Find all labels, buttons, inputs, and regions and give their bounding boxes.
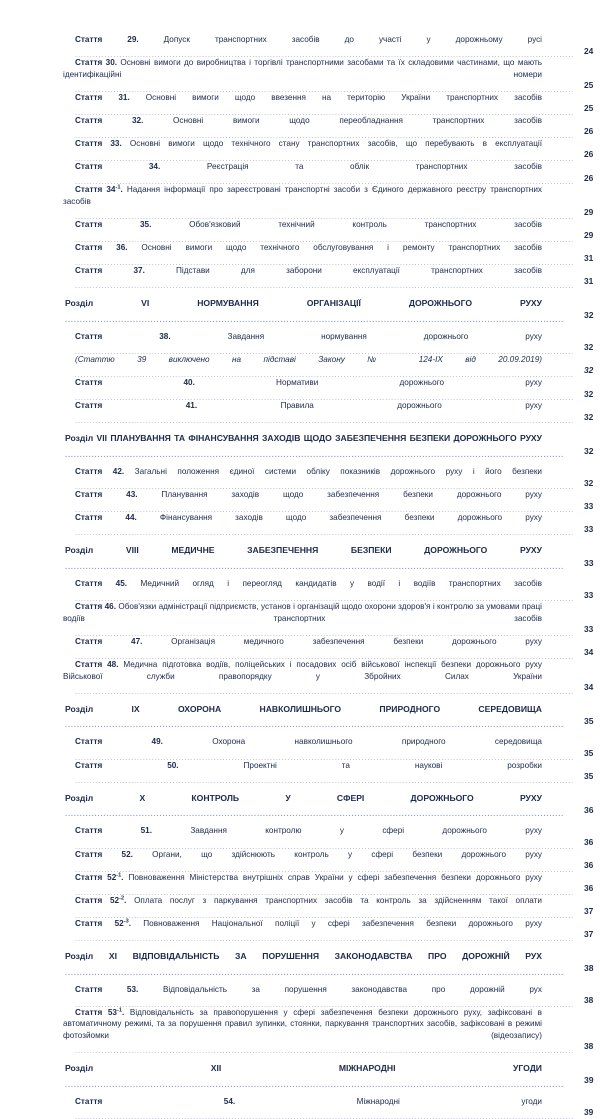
toc-entry-label: Стаття 32. bbox=[75, 115, 144, 125]
toc-entry-body bbox=[63, 918, 594, 941]
toc-article-entry[interactable] bbox=[63, 894, 594, 918]
toc-entry-body bbox=[63, 331, 594, 354]
toc-entry-label: Стаття 42. bbox=[75, 467, 125, 477]
toc-page-number: 31 bbox=[583, 276, 594, 287]
toc-entry-label: Стаття 54. bbox=[75, 1096, 236, 1106]
toc-entry-text: Обов'язковий технічний контроль транспортних засобів bbox=[151, 219, 542, 229]
toc-entry-tail bbox=[63, 963, 594, 973]
toc-article-entry[interactable] bbox=[63, 760, 594, 783]
toc-entry-tail bbox=[63, 930, 593, 939]
toc-entry-label: Стаття 30. bbox=[75, 58, 118, 68]
toc-article-entry[interactable] bbox=[63, 265, 594, 289]
toc-entry-label: Стаття 52 bbox=[75, 872, 117, 882]
leader-dots: ......................................................................................................................................................................... bbox=[75, 234, 575, 242]
toc-page-number: 35 bbox=[583, 747, 594, 758]
leader-dots: ......................................................................................................................................................................... bbox=[75, 416, 575, 424]
toc-page-number: 38 bbox=[583, 963, 594, 974]
leader-dots: ......................................................................................................................................................................... bbox=[75, 211, 575, 219]
leader-dots: ......................................................................................................................................................................... bbox=[75, 933, 575, 941]
toc-entry-text: Надання інформації про зареєстровані транспортні засоби з Єдиного державного реєстру транспортних засобів bbox=[63, 185, 542, 206]
toc-entry-text: Розділ XI ВІДПОВІДАЛЬНІСТЬ ЗА ПОРУШЕННЯ ЗАКОНОДАВСТВА ПРО ДОРОЖНІЙ РУХ bbox=[65, 950, 542, 961]
toc-entry-label: Стаття 53. bbox=[75, 984, 139, 994]
toc-page-number: 36 bbox=[583, 860, 594, 871]
toc-entry-label: Стаття 50. bbox=[75, 760, 179, 770]
toc-page-number: 32 bbox=[583, 388, 594, 399]
toc-entry-text: Планування заходів щодо забезпечення безпеки дорожнього руху bbox=[137, 490, 542, 500]
toc-entry-text: Розділ VIII МЕДИЧНЕ ЗАБЕЗПЕЧЕННЯ БЕЗПЕКИ ДОРОЖНЬОГО РУХУ bbox=[65, 545, 542, 556]
leader-dots: ......................................................................................................................................................................... bbox=[75, 177, 575, 185]
toc-page-number: 36 bbox=[583, 883, 594, 894]
leader-dots: ......................................................................................................................................................................... bbox=[75, 775, 575, 783]
toc-article-entry[interactable] bbox=[63, 849, 594, 872]
toc-article-entry[interactable] bbox=[63, 984, 594, 1007]
toc-page-number: 32 bbox=[583, 445, 594, 456]
toc-entry-text: Розділ XII МІЖНАРОДНІ УГОДИ bbox=[65, 1062, 542, 1073]
leader-dots: ......................................................................................................................................................................... bbox=[75, 370, 575, 378]
toc-section-entry[interactable] bbox=[63, 792, 594, 817]
toc-page-number: 34 bbox=[583, 647, 594, 658]
toc-page-number: 24 bbox=[583, 45, 594, 56]
toc-page-number: 37 bbox=[583, 906, 594, 917]
leader-dots: ......................................................................................................................................................................... bbox=[75, 686, 575, 694]
toc-entry-text: Медичний огляд і переогляд кандидатів у водії і водіїв транспортних засобів bbox=[127, 579, 542, 589]
toc-section-entry[interactable] bbox=[63, 297, 594, 322]
toc-article-entry[interactable] bbox=[63, 34, 594, 58]
toc-entry-body bbox=[63, 703, 594, 728]
leader-dots: ......................................................................................................................................................................... bbox=[75, 154, 575, 162]
toc-page-number: 37 bbox=[583, 929, 594, 940]
toc-article-entry[interactable] bbox=[63, 489, 594, 513]
toc-article-entry[interactable] bbox=[63, 871, 594, 895]
toc-entry-text: Медична підготовка водіїв, поліцейських і посадових осіб військової інспекції безпеки дорожнього руху Військової служби правопорядку у Збройних Силах України bbox=[63, 659, 542, 681]
toc-entry-label: Стаття 36. bbox=[75, 242, 128, 252]
toc-entry-label: Стаття 34 bbox=[75, 185, 116, 195]
toc-entry-label-superscript: -1 bbox=[115, 184, 121, 191]
toc-entry-body bbox=[63, 1007, 594, 1053]
toc-page-number: 26 bbox=[583, 149, 594, 160]
toc-entry-body bbox=[63, 466, 594, 490]
toc-entry-tail bbox=[63, 127, 593, 136]
toc-article-entry[interactable] bbox=[63, 92, 594, 115]
toc-entry-tail bbox=[63, 310, 594, 320]
leader-dots: ......................................................................................................................................................................... bbox=[75, 482, 575, 490]
toc-article-entry[interactable] bbox=[63, 466, 594, 490]
toc-entry-text: Реєстрація та облік транспортних засобів bbox=[160, 162, 542, 172]
toc-entry-label: Стаття 38. bbox=[75, 331, 171, 341]
leader-dots: ......................................................................................................................................................................... bbox=[65, 809, 565, 817]
toc-entry-text: (Статтю 39 виключено на підставі Закону № 124-IX від 20.09.2019) bbox=[75, 354, 542, 364]
toc-entry-body bbox=[63, 636, 594, 659]
toc-page-number: 33 bbox=[583, 557, 594, 568]
toc-entry-tail bbox=[63, 591, 593, 600]
toc-entry-body bbox=[63, 184, 594, 219]
toc-entry-body bbox=[63, 115, 594, 138]
toc-entry-label: Стаття 44. bbox=[75, 513, 137, 523]
toc-page-number: 26 bbox=[583, 126, 594, 137]
toc-entry-tail bbox=[63, 81, 593, 90]
toc-entry-tail bbox=[63, 254, 593, 263]
toc-entry-body bbox=[63, 578, 594, 602]
leader-dots: ......................................................................................................................................................................... bbox=[75, 887, 575, 895]
toc-section-entry[interactable] bbox=[63, 1062, 594, 1087]
toc-entry-tail bbox=[63, 648, 593, 657]
toc-entry-label: Стаття 35. bbox=[75, 219, 152, 229]
toc-page-number: 29 bbox=[583, 207, 594, 218]
toc-entry-text: Розділ VII ПЛАНУВАННЯ ТА ФІНАНСУВАННЯ ЗАХОДІВ ЩОДО ЗАБЕЗПЕЧЕННЯ БЕЗПЕКИ ДОРОЖНЬОГО РУХУ bbox=[65, 433, 542, 444]
toc-entry-tail bbox=[63, 772, 593, 781]
leader-dots: ......................................................................................................................................................................... bbox=[75, 651, 575, 659]
toc-entry-body bbox=[63, 34, 594, 58]
toc-entry-text: Нормативи дорожнього руху bbox=[194, 378, 542, 388]
toc-entry-body bbox=[63, 377, 594, 401]
toc-article-entry[interactable] bbox=[63, 1096, 594, 1119]
toc-entry-body bbox=[63, 1096, 594, 1119]
toc-entry-body bbox=[63, 544, 594, 570]
leader-dots: ......................................................................................................................................................................... bbox=[65, 450, 565, 458]
toc-entry-label-superscript: -1 bbox=[116, 1007, 122, 1014]
toc-entry-text: Правила дорожнього руху bbox=[197, 401, 542, 411]
toc-section-entry[interactable] bbox=[63, 950, 594, 975]
toc-entry-text: Міжнародні угоди bbox=[235, 1096, 542, 1106]
toc-entry-label: Стаття 52 bbox=[75, 918, 124, 928]
leader-dots: ......................................................................................................................................................................... bbox=[75, 107, 575, 115]
toc-page-number: 36 bbox=[583, 836, 594, 847]
toc-article-entry[interactable] bbox=[63, 57, 594, 92]
toc-page-number: 29 bbox=[583, 230, 594, 241]
toc-note-entry[interactable] bbox=[63, 354, 594, 378]
toc-entry-tail bbox=[63, 276, 594, 289]
toc-article-entry[interactable] bbox=[63, 219, 594, 242]
toc-entry-text: Повноваження Національної поліції у сфері забезпечення безпеки дорожнього руху bbox=[130, 918, 543, 928]
toc-entry-text: Охорона навколишнього природного середовища bbox=[162, 737, 542, 747]
toc-entry-body bbox=[63, 659, 594, 694]
toc-entry-tail bbox=[63, 838, 593, 847]
toc-entry-tail bbox=[63, 413, 593, 422]
toc-entry-text: Основні вимоги до виробництва і торгівлі транспортними засобами та їх складовими частинами, що мають ідентифікаційні номери bbox=[63, 58, 543, 79]
toc-page-number: 35 bbox=[583, 771, 594, 782]
leader-dots: ......................................................................................................................................................................... bbox=[75, 841, 575, 849]
toc-entry-tail bbox=[63, 446, 594, 456]
toc-entry-text: Відповідальність за порушення законодавства про дорожній рух bbox=[138, 984, 542, 994]
leader-dots: ......................................................................................................................................................................... bbox=[75, 393, 575, 401]
toc-entry-text: Відповідальність за правопорушення у сфері забезпечення безпеки дорожнього руху, зафіксовані в автоматичному режимі, та за порушення правил зупинки, стоянки, паркування транспортних засобів, зафіксовані в режимі фотозйомки (відеозапису) bbox=[63, 1007, 542, 1040]
toc-entry-body bbox=[63, 265, 594, 289]
toc-entry-label: Стаття 52 bbox=[75, 895, 120, 905]
toc-entry-text: Організація медичного забезпечення безпеки дорожнього руху bbox=[142, 636, 542, 646]
toc-page-number: 25 bbox=[583, 103, 594, 114]
toc-entry-tail bbox=[63, 1108, 593, 1117]
toc-section-entry[interactable] bbox=[63, 544, 594, 570]
toc-entry-body bbox=[63, 138, 594, 162]
toc-entry-tail bbox=[63, 525, 593, 534]
toc-article-entry[interactable] bbox=[63, 331, 594, 354]
leader-dots: ......................................................................................................................................................................... bbox=[75, 628, 575, 636]
toc-entry-body bbox=[63, 57, 594, 92]
toc-entry-label: Стаття 46. bbox=[75, 602, 117, 612]
toc-page-number: 38 bbox=[583, 995, 594, 1006]
leader-dots: ......................................................................................................................................................................... bbox=[75, 50, 575, 58]
toc-entry-tail bbox=[63, 683, 593, 692]
toc-entry-tail bbox=[63, 749, 593, 758]
toc-article-entry[interactable] bbox=[63, 825, 594, 849]
toc-page-number: 26 bbox=[583, 172, 594, 183]
toc-entry-label: Стаття 34. bbox=[75, 162, 161, 172]
toc-entry-body bbox=[63, 849, 594, 872]
toc-page-number: 32 bbox=[583, 342, 594, 353]
toc-article-entry[interactable] bbox=[63, 184, 594, 219]
toc-entry-text: Проектні та наукові розробки bbox=[178, 760, 542, 770]
toc-page-number: 32 bbox=[583, 411, 594, 422]
toc-entry-label: Стаття 45. bbox=[75, 579, 128, 589]
leader-dots: ......................................................................................................................................................................... bbox=[75, 752, 575, 760]
toc-entry-text: Фінансування заходів щодо забезпечення безпеки дорожнього руху bbox=[136, 513, 542, 523]
toc-article-entry[interactable] bbox=[63, 736, 594, 760]
toc-entry-tail bbox=[63, 558, 594, 568]
toc-entry-body bbox=[63, 894, 594, 918]
toc-article-entry[interactable] bbox=[63, 400, 594, 424]
leader-dots: ......................................................................................................................................................................... bbox=[75, 528, 575, 536]
leader-dots: ......................................................................................................................................................................... bbox=[75, 281, 575, 289]
leader-dots: ......................................................................................................................................................................... bbox=[65, 1079, 565, 1087]
toc-entry-text: Обов'язки адміністрації підприємств, установ і організацій щодо охорони здоров'я і контролю за умовами праці водіїв транспортних засобів bbox=[63, 602, 542, 623]
toc-entry-text: Основні вимоги щодо переобладнання транспортних засобів bbox=[143, 115, 542, 125]
toc-entry-body bbox=[63, 512, 594, 536]
toc-entry-body bbox=[63, 792, 594, 817]
toc-entry-body bbox=[63, 601, 594, 636]
toc-article-entry[interactable] bbox=[63, 512, 594, 536]
toc-entry-body bbox=[63, 219, 594, 242]
toc-page-number: 25 bbox=[583, 80, 594, 91]
toc-entry-body bbox=[63, 984, 594, 1007]
toc-entry-text: Загальні положення єдиної системи обліку показників дорожнього руху і його безпеки bbox=[124, 467, 542, 477]
toc-entry-label: Стаття 31. bbox=[75, 92, 130, 102]
leader-dots: ......................................................................................................................................................................... bbox=[75, 864, 575, 872]
toc-page-number: 38 bbox=[583, 1041, 594, 1052]
toc-entry-tail bbox=[63, 343, 593, 352]
toc-entry-tail bbox=[63, 1075, 594, 1085]
leader-dots: ......................................................................................................................................................................... bbox=[65, 967, 565, 975]
toc-entry-label: Стаття 41. bbox=[75, 401, 198, 411]
toc-entry-text: Завдання нормування дорожнього руху bbox=[170, 331, 542, 341]
toc-entry-body bbox=[63, 354, 594, 378]
toc-entry-text: Оплата послуг з паркування транспортних засобів та контроль за здійсненням такої оплати bbox=[126, 895, 543, 905]
toc-entry-label: Стаття 29. bbox=[75, 35, 139, 44]
toc-page-number: 33 bbox=[583, 500, 594, 511]
toc-entry-label: Стаття 48. bbox=[75, 659, 119, 669]
toc-entry-text: Повноваження Міністерства внутрішніх справ України у сфері забезпечення безпеки дорожнього руху bbox=[123, 872, 543, 882]
toc-entry-label-tail: . bbox=[121, 872, 124, 882]
toc-entry-text: Розділ IX ОХОРОНА НАВКОЛИШНЬОГО ПРИРОДНОГО СЕРЕДОВИЩА bbox=[65, 703, 542, 714]
toc-entry-tail bbox=[63, 625, 593, 634]
toc-entry-text: Основні вимоги щодо технічного обслуговування і ремонту транспортних засобів bbox=[127, 242, 542, 252]
toc-entry-body bbox=[63, 297, 594, 322]
leader-dots: ......................................................................................................................................................................... bbox=[75, 257, 575, 265]
toc-entry-label-superscript: -2 bbox=[119, 894, 125, 901]
toc-article-entry[interactable] bbox=[63, 161, 594, 185]
toc-entry-text: Підстави для заборони експлуатації транспортних засобів bbox=[144, 265, 542, 275]
leader-dots: ......................................................................................................................................................................... bbox=[75, 999, 575, 1007]
toc-entry-text: Основні вимоги щодо технічного стану транспортних засобів, що перебувають в експлуатації bbox=[121, 138, 542, 148]
toc-entry-label-tail: . bbox=[124, 895, 127, 905]
toc-entry-body bbox=[63, 489, 594, 513]
toc-page-number: 36 bbox=[583, 805, 594, 815]
toc-article-entry[interactable] bbox=[63, 601, 594, 636]
toc-entry-body bbox=[63, 432, 594, 458]
toc-section-entry[interactable] bbox=[63, 432, 594, 458]
toc-page-number: 33 bbox=[583, 589, 594, 600]
toc-article-entry[interactable] bbox=[63, 659, 594, 694]
toc-entry-label: Стаття 40. bbox=[75, 378, 195, 388]
toc-entry-body bbox=[63, 736, 594, 760]
toc-entry-label: Стаття 53 bbox=[75, 1007, 117, 1017]
toc-page-number: 32 bbox=[583, 365, 594, 376]
toc-page-number: 35 bbox=[583, 716, 594, 726]
toc-entry-tail bbox=[63, 716, 594, 726]
toc-entry-label-superscript: -1 bbox=[116, 871, 122, 878]
toc-entry-text: Розділ X КОНТРОЛЬ У СФЕРІ ДОРОЖНЬОГО РУХУ bbox=[65, 792, 542, 803]
leader-dots: ......................................................................................................................................................................... bbox=[75, 346, 575, 354]
toc-entry-body bbox=[63, 825, 594, 849]
toc-entry-text: Розділ VI НОРМУВАННЯ ОРГАНІЗАЦІЇ ДОРОЖНЬОГО РУХУ bbox=[65, 298, 542, 309]
toc-entry-label: Стаття 47. bbox=[75, 636, 143, 646]
toc-entry-tail bbox=[63, 231, 593, 240]
toc-entry-label: Стаття 43. bbox=[75, 490, 138, 500]
toc-entry-tail bbox=[63, 149, 594, 162]
toc-page-number: 34 bbox=[583, 682, 594, 693]
toc-entry-tail bbox=[63, 390, 593, 399]
leader-dots: ......................................................................................................................................................................... bbox=[75, 1111, 575, 1119]
toc-entry-tail bbox=[63, 907, 593, 916]
toc-entry-tail bbox=[63, 861, 593, 870]
toc-entry-label-tail: . bbox=[128, 918, 131, 928]
toc-entry-label: Стаття 49. bbox=[75, 737, 163, 747]
toc-entry-label: Стаття 37. bbox=[75, 265, 145, 275]
toc-entry-tail bbox=[63, 502, 593, 511]
toc-entry-text: Основні вимоги щодо ввезення на територію України транспортних засобів bbox=[129, 92, 542, 102]
toc-article-entry[interactable] bbox=[63, 377, 594, 401]
toc-entry-tail bbox=[63, 1042, 593, 1051]
toc-entry-label-tail: . bbox=[120, 185, 123, 195]
toc-article-entry[interactable] bbox=[63, 918, 594, 941]
toc-entry-tail bbox=[63, 805, 594, 815]
leader-dots: ......................................................................................................................................................................... bbox=[75, 1045, 575, 1053]
toc-entry-body bbox=[63, 92, 594, 115]
toc-entry-tail bbox=[63, 884, 593, 893]
toc-entry-tail bbox=[63, 208, 593, 217]
toc-entry-text: Завдання контролю у сфері дорожнього руху bbox=[152, 826, 543, 836]
leader-dots: ......................................................................................................................................................................... bbox=[65, 314, 565, 322]
leader-dots: ......................................................................................................................................................................... bbox=[65, 720, 565, 728]
toc-entry-text: Органи, що здійснюють контроль у сфері безпеки дорожнього руху bbox=[132, 849, 543, 859]
toc-entry-text: Допуск транспортних засобів до участі у дорожньому русі bbox=[138, 35, 542, 44]
toc-entry-body bbox=[63, 1062, 594, 1087]
toc-entry-body bbox=[63, 161, 594, 185]
leader-dots: ......................................................................................................................................................................... bbox=[75, 594, 575, 602]
toc-entry-tail bbox=[63, 47, 593, 56]
toc-entry-body bbox=[63, 242, 594, 265]
toc-entry-tail bbox=[63, 365, 594, 378]
toc-page-number: 32 bbox=[583, 477, 594, 488]
toc-section-entry[interactable] bbox=[63, 703, 594, 728]
toc-article-entry[interactable] bbox=[63, 242, 594, 265]
toc-page-number: 39 bbox=[583, 1075, 594, 1086]
toc-entry-label: Стаття 33. bbox=[75, 138, 122, 148]
toc-page-number: 33 bbox=[583, 624, 594, 635]
toc-page-number: 33 bbox=[583, 523, 594, 534]
toc-entry-tail bbox=[63, 996, 593, 1005]
toc-page-number: 39 bbox=[583, 1107, 594, 1118]
toc-entry-label: Стаття 51. bbox=[75, 826, 152, 836]
leader-dots: ......................................................................................................................................................................... bbox=[75, 84, 575, 92]
leader-dots: ......................................................................................................................................................................... bbox=[65, 562, 565, 570]
toc-entry-body bbox=[63, 950, 594, 975]
toc-page-number: 31 bbox=[583, 253, 594, 264]
leader-dots: ......................................................................................................................................................................... bbox=[75, 505, 575, 513]
toc-page-number: 32 bbox=[583, 310, 594, 321]
toc-entry-tail bbox=[63, 174, 593, 183]
toc-entry-tail bbox=[63, 479, 593, 488]
leader-dots: ......................................................................................................................................................................... bbox=[75, 910, 575, 918]
toc-article-entry[interactable] bbox=[63, 138, 594, 162]
toc-article-entry[interactable] bbox=[63, 578, 594, 602]
toc-entry-label-superscript: -3 bbox=[123, 918, 129, 925]
toc-entry-label: Стаття 52. bbox=[75, 849, 133, 859]
toc-article-entry[interactable] bbox=[63, 1007, 594, 1053]
toc-entry-body bbox=[63, 871, 594, 895]
toc-article-entry[interactable] bbox=[63, 636, 594, 659]
toc-entry-label-tail: . bbox=[122, 1007, 125, 1017]
toc-entry-tail bbox=[63, 104, 593, 113]
toc-article-entry[interactable] bbox=[63, 115, 594, 138]
leader-dots: ......................................................................................................................................................................... bbox=[75, 130, 575, 138]
toc-entry-body bbox=[63, 400, 594, 424]
toc-entry-body bbox=[63, 760, 594, 783]
